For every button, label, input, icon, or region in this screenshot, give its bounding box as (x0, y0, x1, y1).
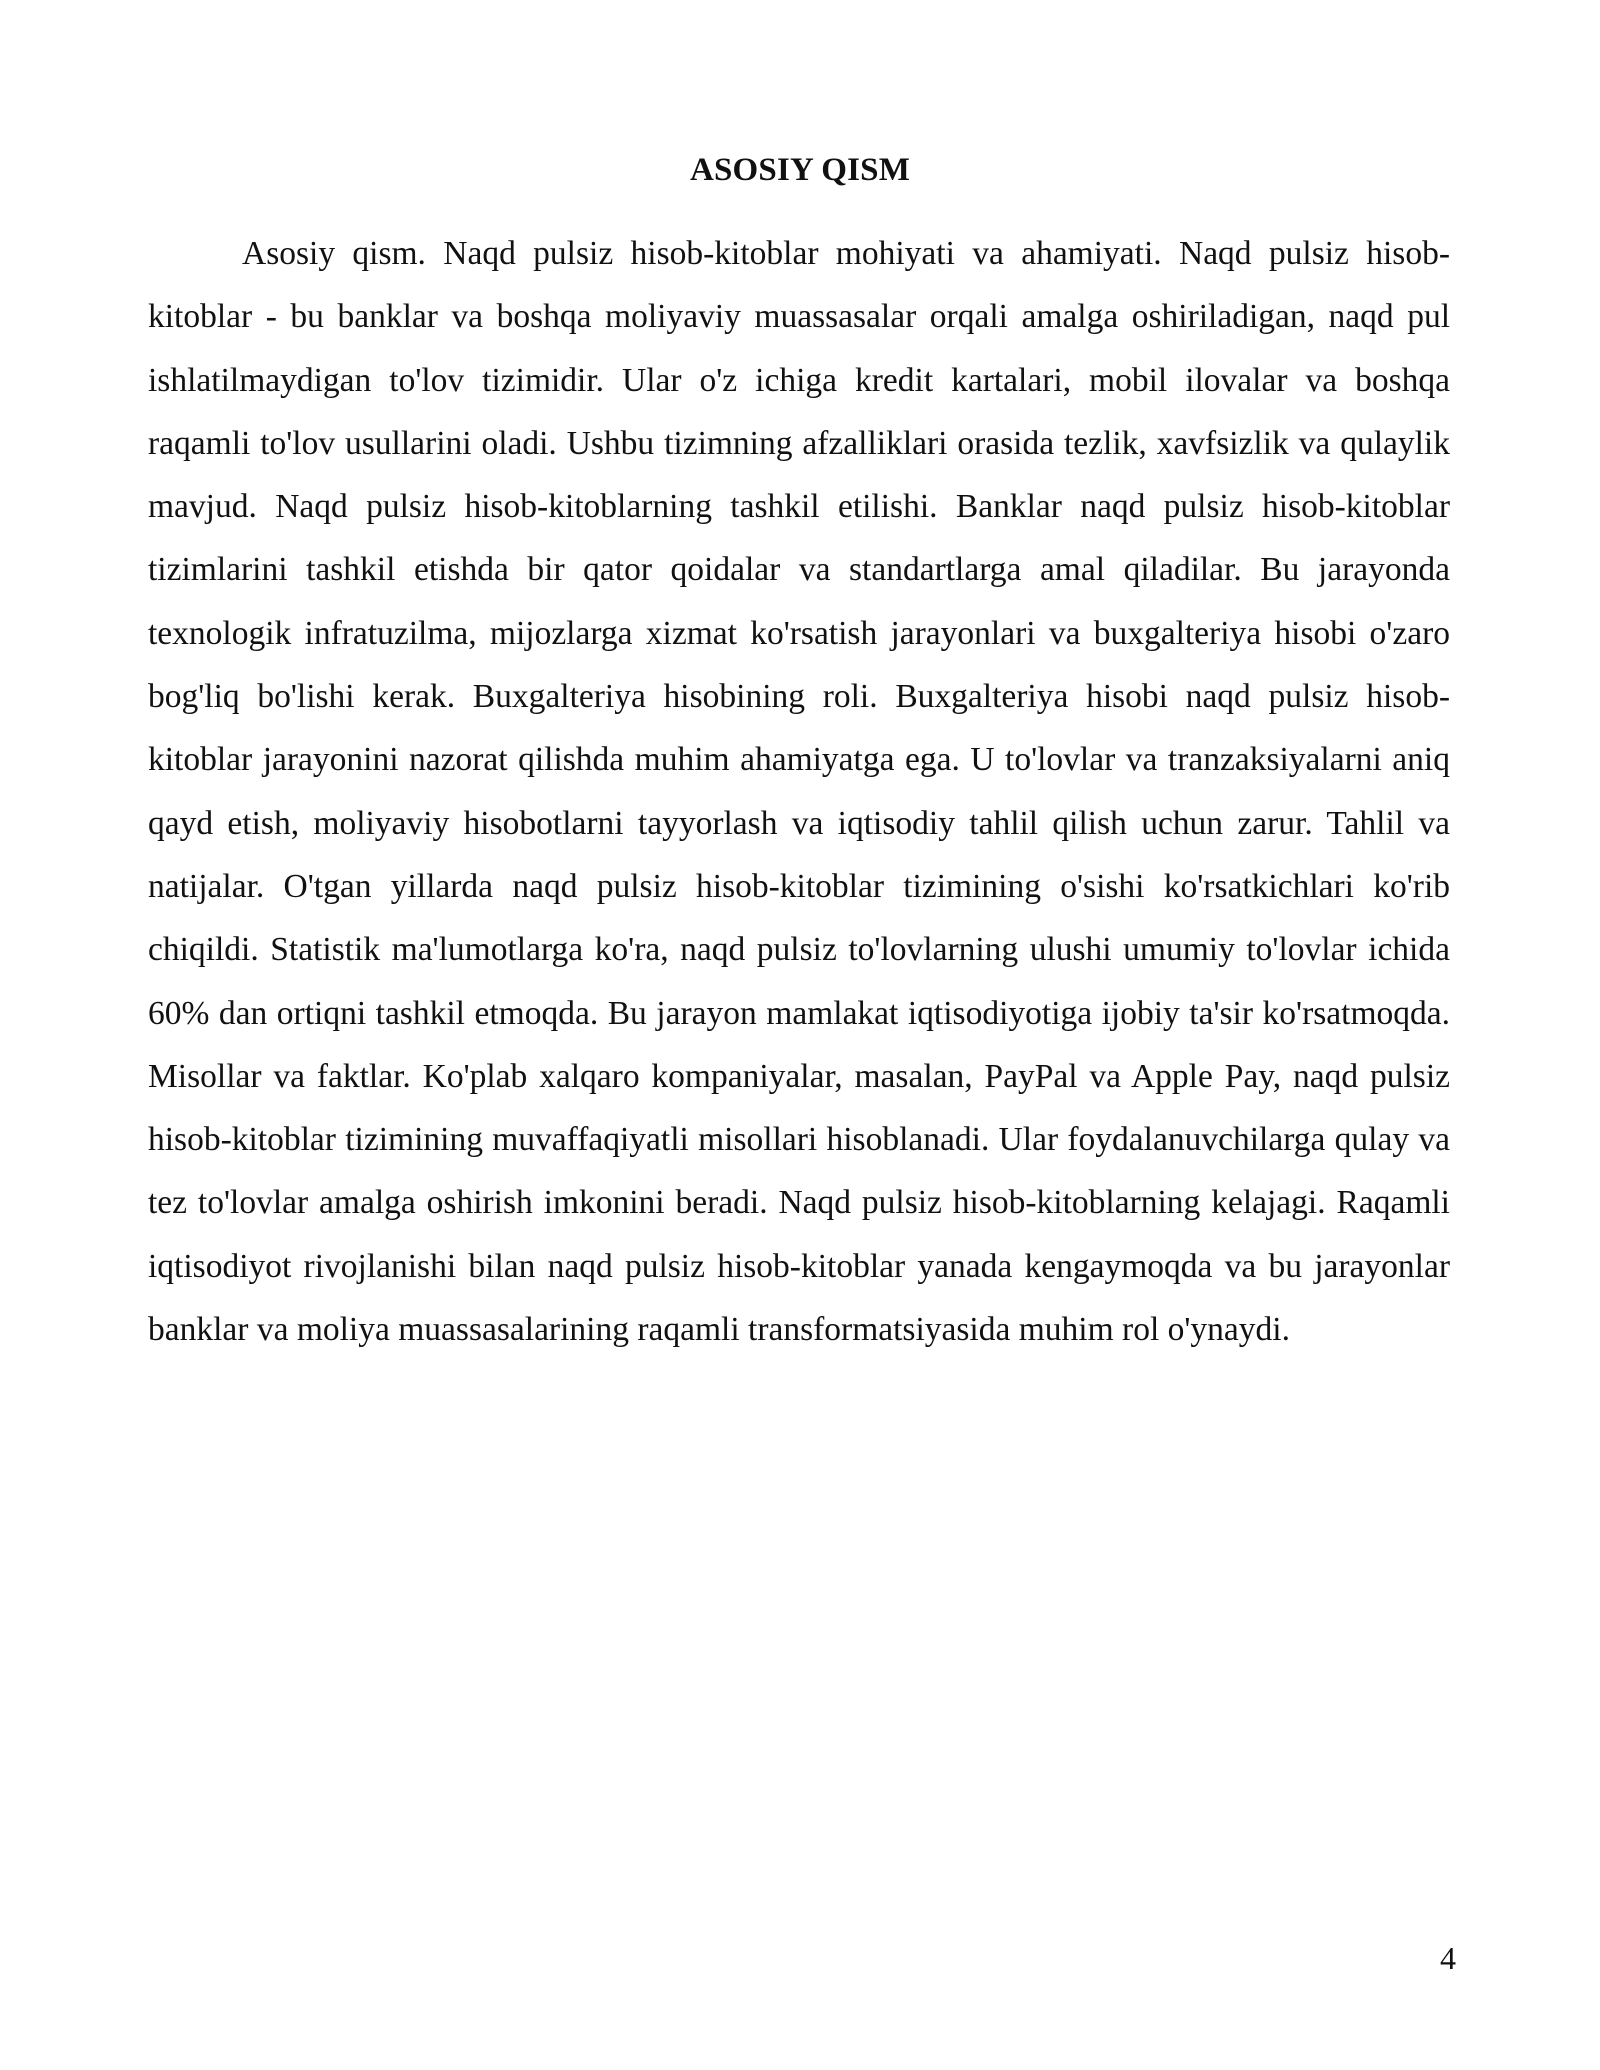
page-number: 4 (1440, 1940, 1456, 1976)
section-heading: ASOSIY QISM (689, 152, 911, 188)
body-paragraph: Asosiy qism. Naqd pulsiz hisob-kitoblar mohiyati va ahamiyati. Naqd pulsiz hisob-kitoblar - bu banklar va boshqa moliyaviy muassasalar orqali amalga oshiriladigan, naqd pul ishlatilmaydigan to'lov tizimidir. Ular o'z ichiga kredit kartalari, mobil ilovalar va boshqa raqamli to'lov usullarini oladi. Ushbu tizimning afzalliklari orasida tezlik, xavfsizlik va qulaylik mavjud. Naqd pulsiz hisob-kitoblarning tashkil etilishi. Banklar naqd pulsiz hisob-kitoblar tizimlarini tashkil etishda bir qator qoidalar va standartlarga amal qiladilar. Bu jarayonda texnologik infratuzilma, mijozlarga xizmat ko'rsatish jarayonlari va buxgalteriya hisobi o'zaro bog'liq bo'lishi kerak. Buxgalteriya hisobining roli. Buxgalteriya hisobi naqd pulsiz hisob-kitoblar jarayonini nazorat qilishda muhim ahamiyatga ega. U to'lovlar va tranzaksiyalarni aniq qayd etish, moliyaviy hisobotlarni tayyorlash va iqtisodiy tahlil qilish uchun zarur. Tahlil va natijalar. O'tgan yillarda naqd pulsiz hisob-kitoblar tizimining o'sishi ko'rsatkichlari ko'rib chiqildi. Statistik ma'lumotlarga ko'ra, naqd pulsiz to'lovlarning ulushi umumiy to'lovlar ichida 60% dan ortiqni tashkil etmoqda. Bu jarayon mamlakat iqtisodiyotiga ijobiy ta'sir ko'rsatmoqda. Misollar va faktlar. Ko'plab xalqaro kompaniyalar, masalan, PayPal va Apple Pay, naqd pulsiz hisob-kitoblar tizimining muvaffaqiyatli misollari hisoblanadi. Ular foydalanuvchilarga qulay va tez to'lovlar amalga oshirish imkonini beradi. Naqd pulsiz hisob-kitoblarning kelajagi. Raqamli iqtisodiyot rivojlanishi bilan naqd pulsiz hisob-kitoblar yanada kengaymoqda va bu jarayonlar banklar va moliya muassasalarining raqamli transformatsiyasida muhim rol o'ynaydi. (148, 235, 1450, 1349)
